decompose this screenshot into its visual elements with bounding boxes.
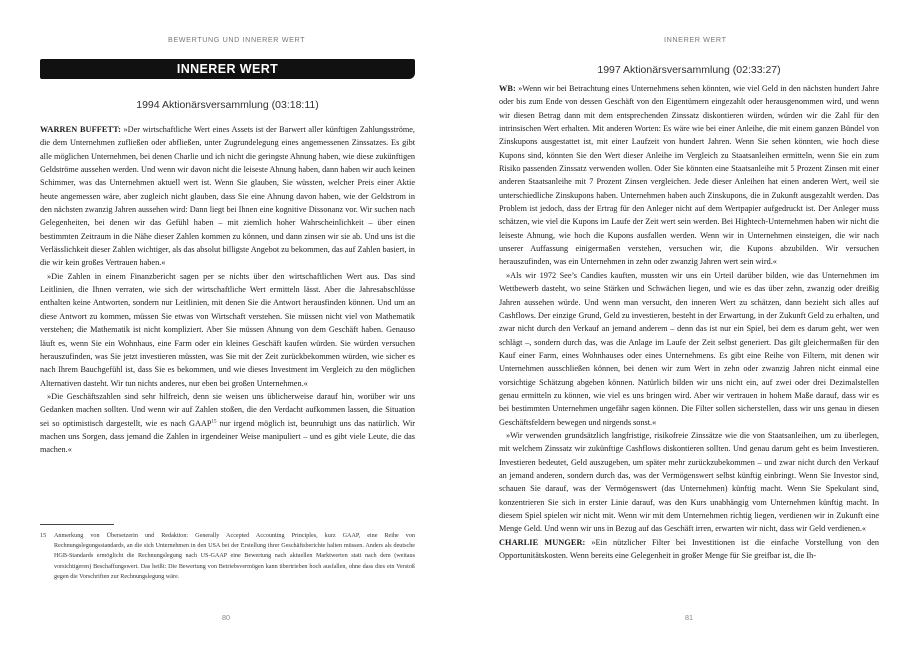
speaker-name: WARREN BUFFETT: <box>40 125 121 134</box>
paragraph <box>40 390 415 457</box>
speaker-name: WB: <box>499 84 516 93</box>
footnote-divider <box>40 524 114 525</box>
paragraph <box>40 123 415 270</box>
right-page <box>459 0 918 648</box>
paragraph-text: »Wenn wir bei Betrachtung eines Unternehmens sehen könnten, wie viel Geld in den nächsten hundert Jahre oder bis zum Ende von dessen Geschäft von den Eigentümern eingezahlt oder herausgenommen wird, und wenn wir diesen Betrag dann mit dem entsprechenden Zinssatz diskontieren würden, würden wir die Zahl für den intrinsischen Wert erhalten. Mit anderen Worten: Es wäre wie bei einer Anleihe, die mit einem ganzen Bündel von Zinskupons ausgestattet ist, mit einer Laufzeit von hundert Jahren. Wenn Sie sehen könnten, wie hoch diese Kupons sind, könnten Sie den Wert dieser Anleihe im Vergleich zu Staatsanleihen ermitteln, wenn Sie ein zum Risiko passenden Zinssatz verwenden wollen. Oder Sie könnten eine Staatsanleihe mit 5 Prozent Zinsen mit einer anderen Staatsanleihe mit 7 Prozent Zinsen vergleichen. Jede dieser Anleihen hat einen anderen Wert, weil sie unterschiedliche Zinskupons haben. Unternehmen haben auch Zinskupons, die in Zukunft ausgezahlt werden. Das Problem ist jedoch, dass der Ertrag für den Anleger nicht auf dem Wertpapier aufgedruckt ist. Der Anleger muss schätzen, wie viel die Kupons im Laufe der Zeit wert sein werden. Bei Hightech-Unternehmen haben wir nicht die leiseste Ahnung, wie hoch die Kupons ausfallen werden. Wenn wir in Unternehmen einsteigen, die wir nach unserer Auffassung einigermaßen verstehen, versuchen wir, die Kupons abzubilden. Wir versuchen herauszufinden, was ein Unternehmen in zehn oder zwanzig Jahren wert sein wird.« <box>499 84 879 267</box>
footnote-reference[interactable]: 15 <box>211 418 217 424</box>
chapter-title-bar: INNERER WERT <box>40 59 415 79</box>
paragraph <box>499 82 879 269</box>
page-number: 81 <box>685 613 693 622</box>
section-title: 1994 Aktionärsversammlung (03:18:11) <box>136 99 319 111</box>
paragraph <box>499 269 879 429</box>
body-text <box>40 123 415 457</box>
speaker-name: CHARLIE MUNGER: <box>499 537 586 547</box>
paragraph-text: »Der wirtschaftliche Wert eines Assets ist der Barwert aller künftigen Zahlungsströme, die dem Unternehmen zufließen oder abfließen, unter Zugrundelegung eines angemessenen Zinssatzes. Es gibt alle möglichen Unternehmen, bei denen Charlie und ich nicht die geringste Ahnung haben, wie diese zukünftigen Geldströme aussehen werden. Und wenn wir davon nicht die leiseste Ahnung haben, dann haben wir auch keinen Schimmer, was das Unternehmen aktuell wert ist. Wenn Sie glauben, Sie wüssten, welcher Preis einer Aktie heute angemessen wäre, aber zugleich nicht glauben, dass Sie eine Ahnung davon haben, wie der Geldstrom in den nächsten zwanzig Jahren aussehen wird: Dann liegt bei Ihnen eine kognitive Dissonanz vor. Wir suchen nach Gelegenheiten, bei denen wir das Gefühl haben – mit ziemlich hoher Wahrscheinlichkeit – über einen bestimmten Zeitraum in die Nähe dieser Zahlen kommen zu können, und dann zinsen wir sie ab. Und uns ist die Verlässlichkeit dieser Zahlen wichtiger, als das absolut billigste Angebot zu bekommen, das auf Zahlen basiert, in die wir kein großes Vertrauen haben.« <box>40 125 415 268</box>
footnote-text: Anmerkung von Übersetzerin und Redaktion: Generally Accepted Accounting Principles, kurz GAAP, eine Reihe von Rechnungslegungsstandards, an die sich Unternehmen in den USA bei der Erstellung ihrer Geschäftsberichte halten müssen. Anders als deutsche HGB-Standards ermöglicht die Rechnungslegung nach US-GAAP eine Bewertung nach aktuellen Marktwerten statt nach dem (weitaus vorsichtigeren) Beschaffungswert. Das heißt: Die Bewertung von Betriebsvermögen kann übertrieben hoch ausfallen, ohne dass dies ein Verstoß gegen die Vorschriften zur Rechnungslegung wäre. <box>54 533 415 580</box>
paragraph-text-continued: nur irgend möglich ist, beunruhigt uns das natürlich. Wir machen uns Sorgen, dass jemand die Zahlen in irgendeiner Weise manipuliert – und es gibt viele Leute, die das machen.« <box>40 418 415 455</box>
paragraph <box>499 429 879 536</box>
paragraph <box>40 270 415 390</box>
footnote-number: 15 <box>40 533 47 539</box>
paragraph-text: »Als wir 1972 See’s Candies kauften, mussten wir uns ein Urteil darüber bilden, wie das Unternehmen im Wettbewerb dasteht, wo seine Stärken und Schwächen liegen, und wie es das über zehn, zwanzig oder dreißig Jahren aussehen würde. Und wenn man versucht, den inneren Wert zu schätzen, dann bezieht sich alles auf Cashflows. Der einzige Grund, Geld zu investieren, besteht in der Erwartung, in der Zukunft Geld zu erhalten, und zwar nicht durch den Verkauf an jemand anderem – denn das ist nur ein Spiel, bei dem es darum geht, wer wen schlägt –, sondern durch das, was die Anlage im Laufe der Zeit selbst generiert. Das gilt gleichermaßen für den Kauf einer Farm, eines Wohnhauses oder eines Unternehmens. Es gibt eine Reihe von Filtern, mit denen wir Unternehmen ausschließen können, bei denen wir zum Wert in zehn oder zwanzig Jahren nicht einmal eine vorsichtige Schätzung abgeben können. Natürlich bilden wir uns nicht ein, auf zwei oder drei Dezimalstellen genau ermitteln zu können, wie viel es uns bringen wird. Aber wir vertrauen in hohem Maße darauf, dass wir es bei bestimmten Unternehmen ungefähr sagen können. Die Filter sollen sicherstellen, dass wir uns genau in diesen Geschäftsfeldern bewegen und nirgends sonst.« <box>499 270 879 427</box>
running-head: INNERER WERT <box>664 35 727 44</box>
paragraph-text: »Die Geschäftszahlen sind sehr hilfreich, denn sie weisen uns üblicherweise darauf hin, worüber wir uns Gedanken machen sollten. Und wenn wir auf Zahlen stoßen, die den Verdacht aufkommen lassen, die Situation sei so optimistisch dargestellt, wie es nach GAAP <box>40 391 415 428</box>
page-number: 80 <box>222 613 230 622</box>
paragraph-text: »Ein nützlicher Filter bei Investitionen ist die einfache Vorstellung von den Opportunitätskosten. Wenn bereits eine Gelegenheit in großer Menge für Sie greifbar ist, die Ih- <box>499 537 879 561</box>
body-text <box>499 82 879 562</box>
paragraph-text: »Die Zahlen in einem Finanzbericht sagen per se nichts über den wirtschaftlichen Wert aus. Das sind Leitlinien, die Ihnen verraten, wie sich der wirtschaftliche Wert ermitteln lässt. Aber die Jahresabschlüsse enthalten keine Antworten, sondern nur Leitlinien, mit denen Sie die Antwort herausfinden können. Und um an diese Antwort zu kommen, müssen Sie etwas von Wirtschaft verstehen. Sie müssen nicht viel von Mathematik verstehen; die Mathematik ist nicht kompliziert. Aber Sie müssen Ahnung von dem Geschäft haben. Genauso läuft es, wenn Sie ein Wohnhaus, eine Farm oder ein kleines Geschäft kaufen würden. Sie würden versuchen herauszufinden, was Sie jetzt investieren müssten, was Sie mit der Zeit zurückbekommen würden, wie sicher es nach Ihrem Bauchgefühl ist, dass Sie es bekommen, und wie dieses Investment im Vergleich zu den möglichen Alternativen dasteht. Wir tun nichts anderes, nur eben bei großen Unternehmen.« <box>40 271 415 388</box>
paragraph-text: »Wir verwenden grundsätzlich langfristige, risikofreie Zinssätze wie die von Staatsanleihen, um zu überlegen, mit welchem Zinssatz wir zukünftige Cashflows diskontieren sollten. Und genau darum geht es beim Investieren. Investieren bedeutet, Geld auszugeben, um später mehr zurückzubekommen – und zwar nicht durch den Verkauf an jemand anderen, sondern durch das, was der Vermögenswert selbst künftig einbringt. Wenn Sie Investor sind, schauen Sie darauf, was der Vermögenswert (das Unternehmen) künftig macht. Wenn Sie Spekulant sind, konzentrieren Sie sich in erster Linie darauf, was den Kurs unabhängig vom Unternehmen künftig macht. In diesem Spiel spielen wir nicht mit. Wenn wir mit dem Unternehmen richtig liegen, verdienen wir in Zukunft eine Menge Geld. Und wenn wir uns in Bezug auf das Geschäft irren, erwarten wir nicht, dass wir Geld verdienen.« <box>499 430 879 534</box>
section-title: 1997 Aktionärsversammlung (02:33:27) <box>597 64 781 76</box>
running-head: BEWERTUNG UND INNERER WERT <box>168 35 306 44</box>
footnote <box>40 531 415 582</box>
paragraph <box>499 536 879 563</box>
